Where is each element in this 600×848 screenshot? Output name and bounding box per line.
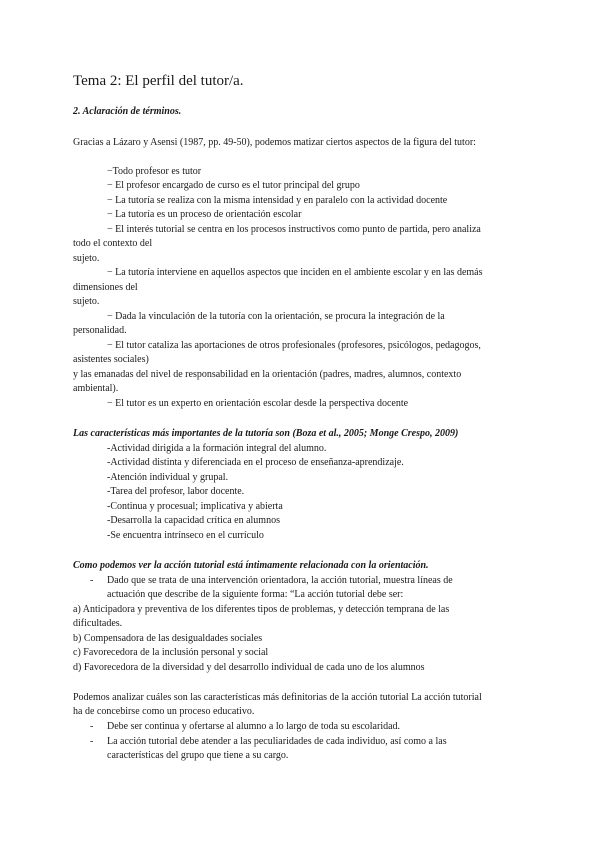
characteristic-item: -Atención individual y grupal. xyxy=(107,472,229,483)
action-list-item: b) Compensadora de las desigualdades sociales xyxy=(73,633,263,644)
list-item: − La tutoría se realiza con la misma intensidad y en paralelo con la actividad docente xyxy=(107,195,448,206)
list-item: − El profesor encargado de curso es el tutor principal del grupo xyxy=(107,180,360,191)
list-item: − La tutoría interviene en aquellos aspectos que inciden en el ambiente escolar y en las demás xyxy=(107,267,483,278)
characteristic-item: -Continua y procesual; implicativa y abierta xyxy=(107,501,283,512)
characteristic-item: -Se encuentra intrínseco en el currículo xyxy=(107,530,264,541)
closing-bullet: Debe ser continua y ofertarse al alumno a lo largo de toda su escolaridad. xyxy=(107,721,401,732)
bullet-marker: - xyxy=(90,736,94,747)
characteristic-item: -Actividad distinta y diferenciada en el proceso de enseñanza-aprendizaje. xyxy=(107,457,404,468)
list-item-continuation: sujeto. xyxy=(73,296,100,307)
closing-bullet: La acción tutorial debe atender a las peculiaridades de cada individuo, así como a las xyxy=(107,736,447,747)
characteristic-item: -Actividad dirigida a la formación integral del alumno. xyxy=(107,443,327,454)
list-item-continuation: asistentes sociales) xyxy=(73,354,149,365)
action-list-item: dificultades. xyxy=(73,618,123,629)
characteristic-item: -Tarea del profesor, labor docente. xyxy=(107,486,245,497)
closing-bullet: características del grupo que tiene a su cargo. xyxy=(107,750,289,761)
list-item-continuation: sujeto. xyxy=(73,253,100,264)
list-item: − El tutor es un experto en orientación escolar desde la perspectiva docente xyxy=(107,398,409,409)
list-item-continuation: y las emanadas del nivel de responsabilidad en la orientación (padres, madres, alumnos, contexto xyxy=(73,369,462,380)
list-item-continuation: ambiental). xyxy=(73,383,119,394)
action-list-item: d) Favorecedora de la diversidad y del desarrollo individual de cada uno de los alumnos xyxy=(73,662,425,673)
intro-paragraph: Gracias a Lázaro y Asensi (1987, pp. 49-50), podemos matizar ciertos aspectos de la figura del tutor: xyxy=(73,137,476,148)
list-item-continuation: dimensiones del xyxy=(73,282,138,293)
page-title: Tema 2: El perfil del tutor/a. xyxy=(73,73,244,89)
characteristic-item: -Desarrolla la capacidad crítica en alumnos xyxy=(107,515,280,526)
list-item-continuation: personalidad. xyxy=(73,325,127,336)
bullet-marker: - xyxy=(90,721,94,732)
list-item: − Dada la vinculación de la tutoría con la orientación, se procura la integración de la xyxy=(107,311,445,322)
list-item: − El tutor cataliza las aportaciones de otros profesionales (profesores, psicólogos, pedagogos, xyxy=(107,340,481,351)
action-list-item: a) Anticipadora y preventiva de los diferentes tipos de problemas, y detección temprana de las xyxy=(73,604,450,615)
closing-paragraph: Podemos analizar cuáles son las características más definitorias de la acción tutorial La acción tutorial xyxy=(73,692,482,703)
list-item: − El interés tutorial se centra en los procesos instructivos como punto de partida, pero analiza xyxy=(107,224,481,235)
action-heading: Como podemos ver la acción tutorial está íntimamente relacionada con la orientación. xyxy=(73,560,429,571)
list-item: − La tutoría es un proceso de orientación escolar xyxy=(107,209,302,220)
bullet-marker: - xyxy=(90,575,94,586)
characteristics-heading: Las características más importantes de la tutoría son (Boza et al., 2005; Monge Crespo, 2009) xyxy=(73,428,459,439)
action-list-item: c) Favorecedora de la inclusión personal y social xyxy=(73,647,269,658)
action-bullet-text: Dado que se trata de una intervención orientadora, la acción tutorial, muestra líneas de xyxy=(107,575,453,586)
list-item: −Todo profesor es tutor xyxy=(107,166,202,177)
section-heading: 2. Aclaración de términos. xyxy=(73,106,182,117)
list-item-continuation: todo el contexto del xyxy=(73,238,153,249)
action-bullet-text: actuación que describe de la siguiente forma: “La acción tutorial debe ser: xyxy=(107,589,404,600)
closing-paragraph: ha de concebirse como un proceso educativo. xyxy=(73,706,255,717)
